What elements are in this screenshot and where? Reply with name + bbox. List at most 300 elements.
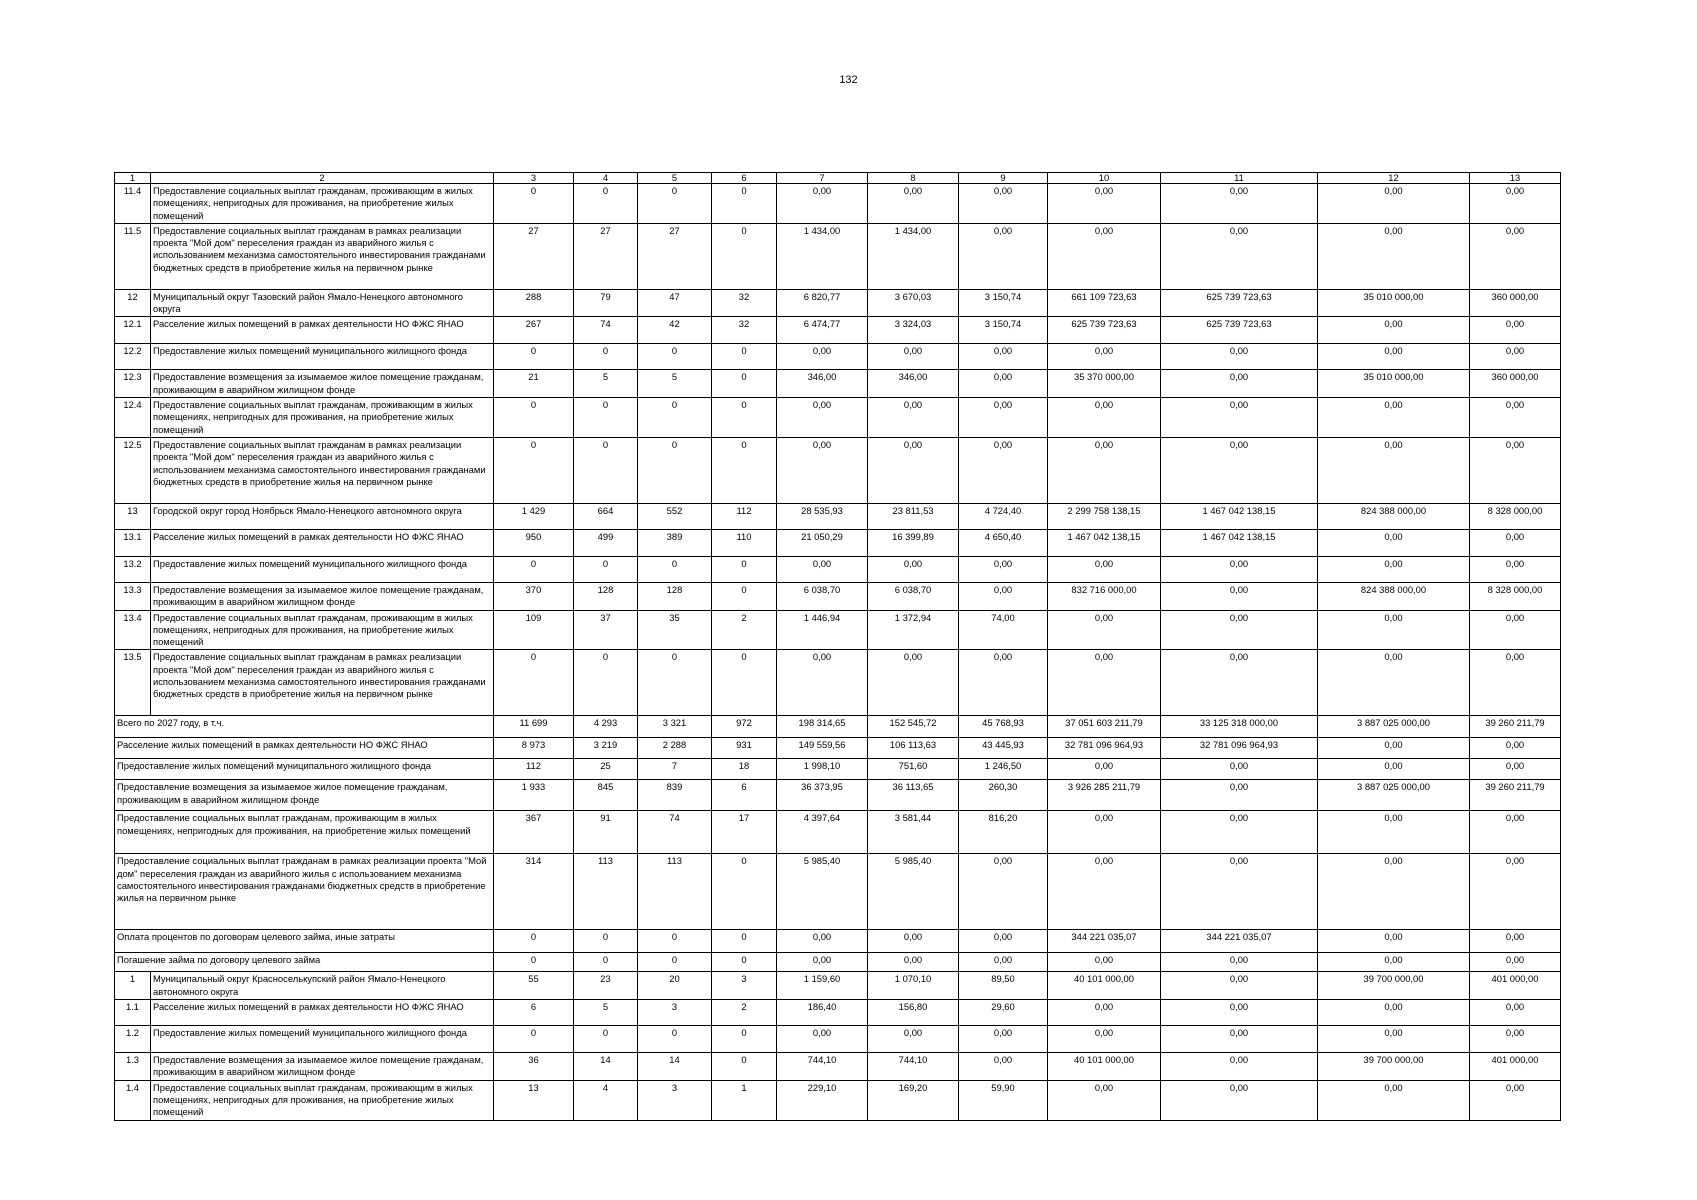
value-cell: 0,00 bbox=[868, 930, 959, 953]
value-cell: 0,00 bbox=[1161, 610, 1318, 650]
value-cell: 6 820,77 bbox=[777, 289, 868, 317]
value-cell: 0 bbox=[712, 1026, 777, 1053]
value-cell: 3 670,03 bbox=[868, 289, 959, 317]
value-cell: 20 bbox=[638, 972, 712, 1000]
value-cell: 0,00 bbox=[1161, 953, 1318, 972]
value-cell: 27 bbox=[494, 223, 574, 289]
value-cell: 0 bbox=[638, 437, 712, 503]
value-cell: 0,00 bbox=[1048, 953, 1161, 972]
value-cell: 33 125 318 000,00 bbox=[1161, 716, 1318, 738]
value-cell: 0,00 bbox=[959, 953, 1048, 972]
row-name-cell: Предоставление социальных выплат гражданам в рамках реализации проекта "Мой дом" переселения граждан из аварийного жилья с использованием механизма самостоятельного инвестирования гражданами бюджетных средств в приобретение жилья на первичном рынке bbox=[151, 650, 494, 716]
value-cell: 0,00 bbox=[1161, 759, 1318, 780]
value-cell: 0,00 bbox=[1048, 759, 1161, 780]
value-cell: 28 535,93 bbox=[777, 503, 868, 529]
value-cell: 0,00 bbox=[1470, 953, 1561, 972]
resettlement-table bbox=[114, 172, 1561, 1121]
value-cell: 0,00 bbox=[959, 556, 1048, 582]
value-cell: 11 699 bbox=[494, 716, 574, 738]
value-cell: 0,00 bbox=[1470, 759, 1561, 780]
value-cell: 0,00 bbox=[868, 398, 959, 438]
value-cell: 1 467 042 138,15 bbox=[1161, 529, 1318, 556]
column-number-cell: 6 bbox=[712, 173, 777, 184]
value-cell: 3 219 bbox=[574, 738, 638, 759]
value-cell: 186,40 bbox=[777, 1000, 868, 1026]
table-row bbox=[115, 289, 1561, 317]
value-cell: 152 545,72 bbox=[868, 716, 959, 738]
value-cell: 401 000,00 bbox=[1470, 1053, 1561, 1081]
summary-name-cell: Всего по 2027 году, в т.ч. bbox=[115, 716, 494, 738]
value-cell: 37 051 603 211,79 bbox=[1048, 716, 1161, 738]
value-cell: 23 bbox=[574, 972, 638, 1000]
value-cell: 0,00 bbox=[1048, 437, 1161, 503]
row-name-cell: Предоставление возмещения за изымаемое жилое помещение гражданам, проживающим в аварийном жилищном фонде bbox=[151, 370, 494, 398]
value-cell: 0,00 bbox=[1318, 650, 1470, 716]
row-number-cell: 12 bbox=[115, 289, 151, 317]
value-cell: 0 bbox=[574, 437, 638, 503]
row-number-cell: 11.5 bbox=[115, 223, 151, 289]
table-row bbox=[115, 1026, 1561, 1053]
row-number-cell: 13.2 bbox=[115, 556, 151, 582]
value-cell: 3 581,44 bbox=[868, 811, 959, 854]
value-cell: 839 bbox=[638, 780, 712, 811]
row-name-cell: Предоставление социальных выплат гражданам, проживающим в жилых помещениях, непригодных для проживания, на приобретение жилых помещений bbox=[151, 1080, 494, 1120]
value-cell: 36 113,65 bbox=[868, 780, 959, 811]
value-cell: 0,00 bbox=[1470, 610, 1561, 650]
value-cell: 0,00 bbox=[1048, 1080, 1161, 1120]
value-cell: 39 260 211,79 bbox=[1470, 780, 1561, 811]
value-cell: 552 bbox=[638, 503, 712, 529]
value-cell: 288 bbox=[494, 289, 574, 317]
value-cell: 2 288 bbox=[638, 738, 712, 759]
value-cell: 32 781 096 964,93 bbox=[1161, 738, 1318, 759]
value-cell: 4 bbox=[574, 1080, 638, 1120]
row-number-cell: 11.4 bbox=[115, 184, 151, 224]
value-cell: 832 716 000,00 bbox=[1048, 582, 1161, 610]
value-cell: 13 bbox=[494, 1080, 574, 1120]
value-cell: 0,00 bbox=[1470, 1080, 1561, 1120]
value-cell: 0 bbox=[638, 1026, 712, 1053]
value-cell: 0,00 bbox=[1470, 556, 1561, 582]
value-cell: 1 159,60 bbox=[777, 972, 868, 1000]
value-cell: 816,20 bbox=[959, 811, 1048, 854]
value-cell: 39 700 000,00 bbox=[1318, 972, 1470, 1000]
value-cell: 3 887 025 000,00 bbox=[1318, 716, 1470, 738]
value-cell: 0,00 bbox=[1161, 184, 1318, 224]
value-cell: 0,00 bbox=[1470, 1026, 1561, 1053]
value-cell: 0 bbox=[638, 398, 712, 438]
row-number-cell: 12.2 bbox=[115, 344, 151, 370]
value-cell: 0,00 bbox=[1470, 344, 1561, 370]
value-cell: 0,00 bbox=[1048, 811, 1161, 854]
value-cell: 346,00 bbox=[777, 370, 868, 398]
value-cell: 370 bbox=[494, 582, 574, 610]
summary-row bbox=[115, 930, 1561, 953]
value-cell: 0,00 bbox=[868, 556, 959, 582]
value-cell: 0 bbox=[574, 650, 638, 716]
value-cell: 1 246,50 bbox=[959, 759, 1048, 780]
column-number-cell: 12 bbox=[1318, 173, 1470, 184]
value-cell: 7 bbox=[638, 759, 712, 780]
value-cell: 499 bbox=[574, 529, 638, 556]
value-cell: 0,00 bbox=[959, 582, 1048, 610]
value-cell: 169,20 bbox=[868, 1080, 959, 1120]
value-cell: 4 293 bbox=[574, 716, 638, 738]
value-cell: 0,00 bbox=[1161, 1080, 1318, 1120]
value-cell: 0,00 bbox=[1318, 854, 1470, 930]
table-row bbox=[115, 529, 1561, 556]
value-cell: 950 bbox=[494, 529, 574, 556]
summary-name-cell: Оплата процентов по договорам целевого займа, иные затраты bbox=[115, 930, 494, 953]
value-cell: 360 000,00 bbox=[1470, 289, 1561, 317]
summary-row bbox=[115, 759, 1561, 780]
value-cell: 0,00 bbox=[1318, 738, 1470, 759]
row-number-cell: 12.4 bbox=[115, 398, 151, 438]
value-cell: 35 bbox=[638, 610, 712, 650]
row-name-cell: Предоставление возмещения за изымаемое жилое помещение гражданам, проживающим в аварийном жилищном фонде bbox=[151, 582, 494, 610]
value-cell: 42 bbox=[638, 317, 712, 344]
value-cell: 35 370 000,00 bbox=[1048, 370, 1161, 398]
value-cell: 1 467 042 138,15 bbox=[1161, 503, 1318, 529]
value-cell: 3 324,03 bbox=[868, 317, 959, 344]
table-row bbox=[115, 1000, 1561, 1026]
value-cell: 109 bbox=[494, 610, 574, 650]
value-cell: 2 bbox=[712, 1000, 777, 1026]
row-name-cell: Предоставление жилых помещений муниципального жилищного фонда bbox=[151, 556, 494, 582]
value-cell: 0 bbox=[712, 370, 777, 398]
value-cell: 0,00 bbox=[1048, 398, 1161, 438]
table-row bbox=[115, 650, 1561, 716]
value-cell: 3 926 285 211,79 bbox=[1048, 780, 1161, 811]
value-cell: 3 150,74 bbox=[959, 317, 1048, 344]
value-cell: 0,00 bbox=[777, 344, 868, 370]
value-cell: 6 038,70 bbox=[868, 582, 959, 610]
value-cell: 1 467 042 138,15 bbox=[1048, 529, 1161, 556]
value-cell: 229,10 bbox=[777, 1080, 868, 1120]
value-cell: 21 bbox=[494, 370, 574, 398]
value-cell: 0 bbox=[494, 953, 574, 972]
value-cell: 43 445,93 bbox=[959, 738, 1048, 759]
value-cell: 0,00 bbox=[777, 650, 868, 716]
value-cell: 45 768,93 bbox=[959, 716, 1048, 738]
value-cell: 0 bbox=[494, 930, 574, 953]
row-name-cell: Расселение жилых помещений в рамках деятельности НО ФЖС ЯНАО bbox=[151, 317, 494, 344]
summary-name-cell: Предоставление возмещения за изымаемое жилое помещение гражданам, проживающим в аварийном жилищном фонде bbox=[115, 780, 494, 811]
value-cell: 0,00 bbox=[777, 398, 868, 438]
value-cell: 0 bbox=[638, 556, 712, 582]
value-cell: 112 bbox=[712, 503, 777, 529]
table-row bbox=[115, 223, 1561, 289]
value-cell: 74 bbox=[638, 811, 712, 854]
value-cell: 972 bbox=[712, 716, 777, 738]
column-number-cell: 10 bbox=[1048, 173, 1161, 184]
value-cell: 824 388 000,00 bbox=[1318, 503, 1470, 529]
summary-name-cell: Предоставление социальных выплат гражданам в рамках реализации проекта "Мой дом" переселения граждан из аварийного жилья с использованием механизма самостоятельного инвестирования гражданами бюджетных средств в приобретение жилья на первичном рынке bbox=[115, 854, 494, 930]
value-cell: 744,10 bbox=[868, 1053, 959, 1081]
value-cell: 4 724,40 bbox=[959, 503, 1048, 529]
value-cell: 0,00 bbox=[868, 344, 959, 370]
value-cell: 0,00 bbox=[1048, 610, 1161, 650]
value-cell: 5 bbox=[574, 1000, 638, 1026]
value-cell: 0,00 bbox=[1161, 582, 1318, 610]
value-cell: 0,00 bbox=[1318, 1000, 1470, 1026]
row-name-cell: Муниципальный округ Тазовский район Ямало-Ненецкого автономного округа bbox=[151, 289, 494, 317]
value-cell: 0,00 bbox=[959, 1026, 1048, 1053]
value-cell: 0,00 bbox=[777, 930, 868, 953]
summary-row bbox=[115, 738, 1561, 759]
value-cell: 8 328 000,00 bbox=[1470, 503, 1561, 529]
value-cell: 0 bbox=[638, 650, 712, 716]
value-cell: 5 985,40 bbox=[868, 854, 959, 930]
value-cell: 0 bbox=[494, 556, 574, 582]
value-cell: 0,00 bbox=[1470, 930, 1561, 953]
column-number-cell: 13 bbox=[1470, 173, 1561, 184]
value-cell: 0 bbox=[712, 398, 777, 438]
value-cell: 0,00 bbox=[959, 370, 1048, 398]
value-cell: 0,00 bbox=[1048, 650, 1161, 716]
value-cell: 156,80 bbox=[868, 1000, 959, 1026]
value-cell: 389 bbox=[638, 529, 712, 556]
value-cell: 47 bbox=[638, 289, 712, 317]
value-cell: 0 bbox=[712, 854, 777, 930]
value-cell: 931 bbox=[712, 738, 777, 759]
value-cell: 0 bbox=[712, 1053, 777, 1081]
value-cell: 0,00 bbox=[1161, 811, 1318, 854]
column-number-cell: 11 bbox=[1161, 173, 1318, 184]
value-cell: 0,00 bbox=[959, 398, 1048, 438]
value-cell: 40 101 000,00 bbox=[1048, 972, 1161, 1000]
value-cell: 5 985,40 bbox=[777, 854, 868, 930]
value-cell: 625 739 723,63 bbox=[1161, 317, 1318, 344]
value-cell: 79 bbox=[574, 289, 638, 317]
value-cell: 59,90 bbox=[959, 1080, 1048, 1120]
row-number-cell: 12.5 bbox=[115, 437, 151, 503]
value-cell: 8 973 bbox=[494, 738, 574, 759]
value-cell: 4 650,40 bbox=[959, 529, 1048, 556]
value-cell: 89,50 bbox=[959, 972, 1048, 1000]
value-cell: 0,00 bbox=[1470, 317, 1561, 344]
column-number-cell: 3 bbox=[494, 173, 574, 184]
row-name-cell: Предоставление социальных выплат гражданам в рамках реализации проекта "Мой дом" переселения граждан из аварийного жилья с использованием механизма самостоятельного инвестирования гражданами бюджетных средств в приобретение жилья на первичном рынке bbox=[151, 437, 494, 503]
column-number-cell: 1 bbox=[115, 173, 151, 184]
value-cell: 35 010 000,00 bbox=[1318, 370, 1470, 398]
value-cell: 344 221 035,07 bbox=[1161, 930, 1318, 953]
row-name-cell: Предоставление социальных выплат гражданам, проживающим в жилых помещениях, непригодных для проживания, на приобретение жилых помещений bbox=[151, 398, 494, 438]
value-cell: 0,00 bbox=[1048, 1000, 1161, 1026]
value-cell: 0 bbox=[712, 437, 777, 503]
value-cell: 0 bbox=[494, 1026, 574, 1053]
value-cell: 0,00 bbox=[868, 650, 959, 716]
row-name-cell: Предоставление социальных выплат гражданам, проживающим в жилых помещениях, непригодных для проживания, на приобретение жилых помещений bbox=[151, 610, 494, 650]
value-cell: 0,00 bbox=[1470, 529, 1561, 556]
value-cell: 0,00 bbox=[777, 437, 868, 503]
value-cell: 0,00 bbox=[1318, 930, 1470, 953]
value-cell: 0,00 bbox=[1318, 811, 1470, 854]
value-cell: 0,00 bbox=[1318, 610, 1470, 650]
row-number-cell: 1.1 bbox=[115, 1000, 151, 1026]
value-cell: 0,00 bbox=[1161, 370, 1318, 398]
value-cell: 25 bbox=[574, 759, 638, 780]
value-cell: 625 739 723,63 bbox=[1048, 317, 1161, 344]
value-cell: 0,00 bbox=[1470, 223, 1561, 289]
value-cell: 0,00 bbox=[1161, 556, 1318, 582]
value-cell: 0 bbox=[494, 344, 574, 370]
value-cell: 8 328 000,00 bbox=[1470, 582, 1561, 610]
summary-row bbox=[115, 953, 1561, 972]
value-cell: 0 bbox=[574, 344, 638, 370]
value-cell: 0 bbox=[638, 184, 712, 224]
value-cell: 113 bbox=[574, 854, 638, 930]
value-cell: 0,00 bbox=[1318, 344, 1470, 370]
value-cell: 0 bbox=[712, 223, 777, 289]
page-number: 132 bbox=[839, 74, 858, 86]
value-cell: 14 bbox=[574, 1053, 638, 1081]
value-cell: 0 bbox=[712, 184, 777, 224]
value-cell: 128 bbox=[574, 582, 638, 610]
value-cell: 0 bbox=[574, 556, 638, 582]
value-cell: 267 bbox=[494, 317, 574, 344]
value-cell: 27 bbox=[638, 223, 712, 289]
value-cell: 1 bbox=[712, 1080, 777, 1120]
row-number-cell: 12.3 bbox=[115, 370, 151, 398]
column-number-cell: 7 bbox=[777, 173, 868, 184]
value-cell: 91 bbox=[574, 811, 638, 854]
value-cell: 198 314,65 bbox=[777, 716, 868, 738]
value-cell: 0,00 bbox=[1318, 437, 1470, 503]
value-cell: 6 038,70 bbox=[777, 582, 868, 610]
value-cell: 0,00 bbox=[959, 184, 1048, 224]
value-cell: 0,00 bbox=[1161, 972, 1318, 1000]
table-row bbox=[115, 503, 1561, 529]
value-cell: 0 bbox=[494, 437, 574, 503]
value-cell: 0 bbox=[574, 953, 638, 972]
row-number-cell: 12.1 bbox=[115, 317, 151, 344]
value-cell: 1 446,94 bbox=[777, 610, 868, 650]
row-number-cell: 1.3 bbox=[115, 1053, 151, 1081]
value-cell: 0,00 bbox=[1161, 780, 1318, 811]
value-cell: 1 372,94 bbox=[868, 610, 959, 650]
value-cell: 1 434,00 bbox=[777, 223, 868, 289]
value-cell: 0,00 bbox=[1161, 437, 1318, 503]
value-cell: 0,00 bbox=[1318, 184, 1470, 224]
value-cell: 27 bbox=[574, 223, 638, 289]
value-cell: 0 bbox=[638, 344, 712, 370]
value-cell: 1 933 bbox=[494, 780, 574, 811]
row-number-cell: 1 bbox=[115, 972, 151, 1000]
value-cell: 0 bbox=[494, 184, 574, 224]
value-cell: 32 bbox=[712, 317, 777, 344]
summary-name-cell: Предоставление жилых помещений муниципального жилищного фонда bbox=[115, 759, 494, 780]
value-cell: 0,00 bbox=[1470, 650, 1561, 716]
value-cell: 401 000,00 bbox=[1470, 972, 1561, 1000]
row-name-cell: Предоставление жилых помещений муниципального жилищного фонда bbox=[151, 1026, 494, 1053]
value-cell: 39 260 211,79 bbox=[1470, 716, 1561, 738]
value-cell: 149 559,56 bbox=[777, 738, 868, 759]
row-number-cell: 13 bbox=[115, 503, 151, 529]
value-cell: 0,00 bbox=[1318, 529, 1470, 556]
value-cell: 5 bbox=[638, 370, 712, 398]
value-cell: 6 474,77 bbox=[777, 317, 868, 344]
value-cell: 0,00 bbox=[1318, 398, 1470, 438]
column-number-cell: 4 bbox=[574, 173, 638, 184]
value-cell: 0,00 bbox=[1318, 1080, 1470, 1120]
value-cell: 0 bbox=[712, 930, 777, 953]
table-row bbox=[115, 317, 1561, 344]
row-name-cell: Предоставление социальных выплат гражданам, проживающим в жилых помещениях, непригодных для проживания, на приобретение жилых помещений bbox=[151, 184, 494, 224]
value-cell: 845 bbox=[574, 780, 638, 811]
value-cell: 3 bbox=[638, 1080, 712, 1120]
value-cell: 344 221 035,07 bbox=[1048, 930, 1161, 953]
value-cell: 14 bbox=[638, 1053, 712, 1081]
value-cell: 0,00 bbox=[1048, 854, 1161, 930]
value-cell: 0,00 bbox=[1048, 223, 1161, 289]
value-cell: 0,00 bbox=[1161, 650, 1318, 716]
value-cell: 6 bbox=[494, 1000, 574, 1026]
column-number-cell: 9 bbox=[959, 173, 1048, 184]
value-cell: 0,00 bbox=[1318, 317, 1470, 344]
table-row bbox=[115, 398, 1561, 438]
value-cell: 2 bbox=[712, 610, 777, 650]
value-cell: 37 bbox=[574, 610, 638, 650]
value-cell: 128 bbox=[638, 582, 712, 610]
row-name-cell: Предоставление возмещения за изымаемое жилое помещение гражданам, проживающим в аварийном жилищном фонде bbox=[151, 1053, 494, 1081]
table-row bbox=[115, 1080, 1561, 1120]
value-cell: 1 429 bbox=[494, 503, 574, 529]
value-cell: 0,00 bbox=[1161, 1026, 1318, 1053]
value-cell: 17 bbox=[712, 811, 777, 854]
value-cell: 3 bbox=[712, 972, 777, 1000]
value-cell: 0,00 bbox=[959, 344, 1048, 370]
table-row bbox=[115, 184, 1561, 224]
value-cell: 625 739 723,63 bbox=[1161, 289, 1318, 317]
value-cell: 0,00 bbox=[1048, 184, 1161, 224]
value-cell: 112 bbox=[494, 759, 574, 780]
value-cell: 314 bbox=[494, 854, 574, 930]
value-cell: 0,00 bbox=[1470, 1000, 1561, 1026]
value-cell: 0,00 bbox=[777, 184, 868, 224]
row-name-cell: Предоставление жилых помещений муниципального жилищного фонда bbox=[151, 344, 494, 370]
value-cell: 0 bbox=[712, 344, 777, 370]
value-cell: 0 bbox=[712, 556, 777, 582]
value-cell: 0,00 bbox=[868, 437, 959, 503]
table-row bbox=[115, 556, 1561, 582]
value-cell: 35 010 000,00 bbox=[1318, 289, 1470, 317]
value-cell: 3 887 025 000,00 bbox=[1318, 780, 1470, 811]
table-row bbox=[115, 370, 1561, 398]
value-cell: 0,00 bbox=[959, 854, 1048, 930]
value-cell: 2 299 758 138,15 bbox=[1048, 503, 1161, 529]
value-cell: 113 bbox=[638, 854, 712, 930]
value-cell: 0 bbox=[574, 184, 638, 224]
value-cell: 0,00 bbox=[777, 1026, 868, 1053]
value-cell: 260,30 bbox=[959, 780, 1048, 811]
value-cell: 0,00 bbox=[1161, 398, 1318, 438]
value-cell: 23 811,53 bbox=[868, 503, 959, 529]
value-cell: 16 399,89 bbox=[868, 529, 959, 556]
row-name-cell: Расселение жилых помещений в рамках деятельности НО ФЖС ЯНАО bbox=[151, 1000, 494, 1026]
value-cell: 29,60 bbox=[959, 1000, 1048, 1026]
column-number-cell: 8 bbox=[868, 173, 959, 184]
row-number-cell: 13.3 bbox=[115, 582, 151, 610]
value-cell: 74,00 bbox=[959, 610, 1048, 650]
value-cell: 0,00 bbox=[1318, 759, 1470, 780]
value-cell: 0 bbox=[712, 953, 777, 972]
value-cell: 74 bbox=[574, 317, 638, 344]
value-cell: 0,00 bbox=[1470, 854, 1561, 930]
value-cell: 4 397,64 bbox=[777, 811, 868, 854]
value-cell: 0 bbox=[638, 930, 712, 953]
value-cell: 0 bbox=[574, 930, 638, 953]
